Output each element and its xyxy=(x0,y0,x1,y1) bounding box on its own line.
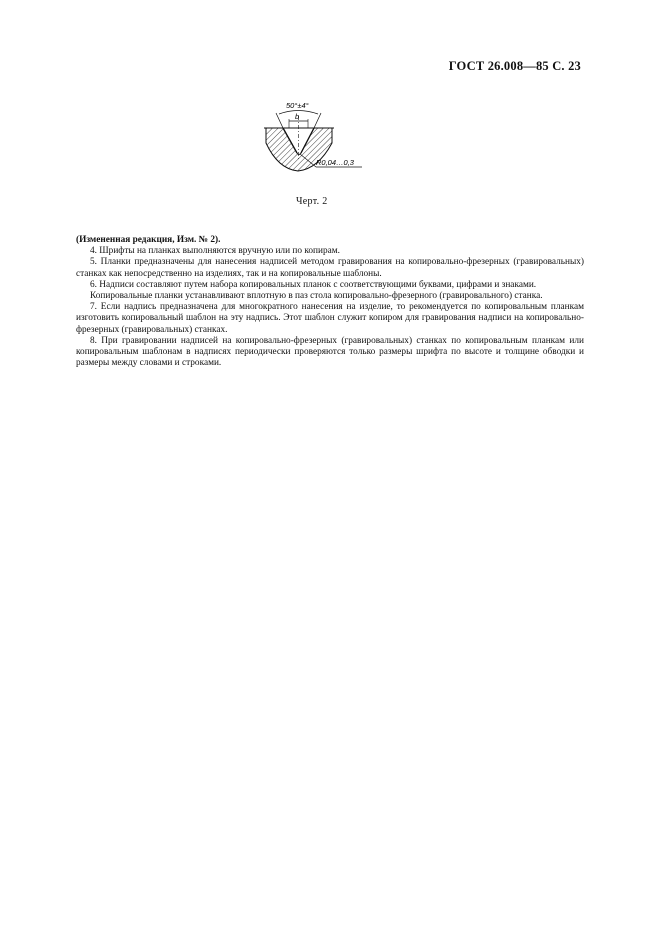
page-header: ГОСТ 26.008—85 С. 23 xyxy=(448,59,581,73)
angle-label: 50°±4° xyxy=(286,101,309,110)
paragraph-6: 6. Надписи составляют путем набора копировальных планок с соответствующими буквами, цифрами и знаками. xyxy=(90,279,537,290)
angle-ext-left xyxy=(276,113,283,128)
paragraph-4: 4. Шрифты на планках выполняются вручную или по копирам. xyxy=(90,246,340,257)
paragraph-6-continued: Копировальные планки устанавливают вплотную в паз стола копировально-фрезерного (гравировального) станка. xyxy=(90,291,543,302)
paragraph-7: 7. Если надпись предназначена для многократного нанесения на изделие, то рекомендуется по копировальным планкам изготовить копировальный шаблон на эту надпись. Этот шаблон служит копиром для гравирования надписи на копировально-фрезерных (гравировальных) станках. xyxy=(76,302,584,335)
amendment-note: (Измененная редакция, Изм. № 2). xyxy=(76,235,221,245)
radius-label: R0,04…0,3 xyxy=(316,158,354,167)
body-text xyxy=(76,235,584,369)
angle-ext-right xyxy=(314,113,321,128)
paragraph-8: 8. При гравировании надписей на копировально-фрезерных (гравировальных) станках по копировальным планкам или копировальным шаблонам в надписях периодически проверяются только размеры шрифта по высоте и толщине обводки и размеры между словами и строками. xyxy=(76,335,584,369)
figure-caption: Черт. 2 xyxy=(296,196,328,207)
paragraph-5: 5. Планки предназначены для нанесения надписей методом гравирования на копировально-фрезерных (гравировальных) станках как непосредственно на изделиях, так и на копировальные шаблоны. xyxy=(76,257,584,279)
engraving-groove-drawing xyxy=(258,97,368,177)
width-label: b xyxy=(295,112,300,121)
